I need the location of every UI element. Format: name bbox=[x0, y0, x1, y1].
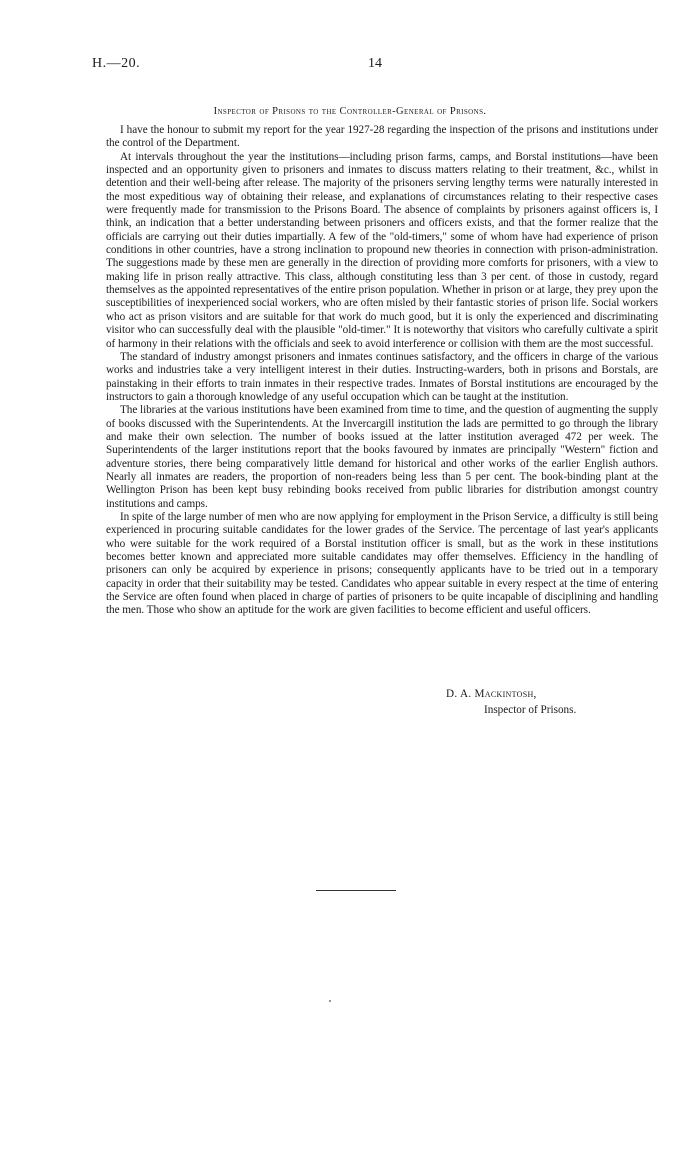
paragraph-staffing: In spite of the large number of men who are now applying for employment in the Prison Service, a difficulty is still being experienced in procuring suitable candidates for the lower grades of the Service. The percentage of last year's applicants who were suitable for the work required of a Borstal institution officer is small, but as the work in these institutions becomes better known and appreciated more suitable candidates may offer themselves. Efficiency in the handling of prisoners can only be acquired by experience in prisons; consequently applicants have to be tried out in a temporary capacity in order that their suitability may be tested. Candidates who appear suitable in every respect at the time of entering the Service are often found when placed in charge of parties of prisoners to be quite incapable of disciplining and handling the men. Those who show an aptitude for the work are given facilities to become efficient and useful officers. bbox=[106, 510, 658, 617]
end-rule-divider bbox=[316, 890, 396, 891]
paragraph-introduction: I have the honour to submit my report for the year 1927-28 regarding the inspection of the prisons and institutions under the control of the Department. bbox=[106, 124, 658, 150]
paragraph-industry: The standard of industry amongst prisoners and inmates continues satisfactory, and the officers in charge of the various works and industries take a very intelligent interest in their duties. Instructing-warders, both in prisons and Borstals, are painstaking in their efforts to train inmates in their respective trades. Inmates of Borstal institutions are encouraged by the instructors to gain a thorough knowledge of any useful occupation which can be taught at the institution. bbox=[106, 350, 658, 403]
print-speck bbox=[329, 1000, 331, 1002]
signatory-name: D. A. Mackintosh, bbox=[446, 688, 537, 700]
signature-block bbox=[446, 686, 666, 718]
signatory-title: Inspector of Prisons. bbox=[484, 704, 577, 716]
paragraph-libraries: The libraries at the various institutions have been examined from time to time, and the question of augmenting the supply of books discussed with the Superintendents. At the Invercargill institution the lads are permitted to go through the library and make their own selection. The number of books issued at the latter institution averaged 472 per week. The Superintendents of the larger institutions report that the books favoured by inmates are principally "Western" fiction and adventure stories, there being comparatively little demand for historical and other works of the earlier English authors. Nearly all inmates are readers, the proportion of non-readers being less than 5 per cent. The book-binding plant at the Wellington Prison has been kept busy rebinding books received from public libraries for distribution amongst country institutions and camps. bbox=[106, 404, 658, 510]
page-number: 14 bbox=[368, 56, 382, 71]
page-header bbox=[92, 56, 512, 76]
report-heading: Inspector of Prisons to the Controller-General of Prisons. bbox=[213, 106, 487, 117]
paragraph-inspections: At intervals throughout the year the institutions—including prison farms, camps, and Borstal institutions—have been inspected and an opportunity given to prisoners and inmates to discuss matters relating to their treatment, &c., whilst in detention and their well-being after release. The majority of the prisoners serving lengthy terms were naturally interested in the most expeditious way of obtaining their release, and explanations of circumstances relating to their respective cases were frequently made for transmission to the Prisons Board. The absence of complaints by prisoners against officers is, I think, an indication that a better understanding between prisoners and officers exists, and that the former realize that the officials are carrying out their duties impartially. A few of the "old-timers," some of whom have had experience of prison conditions in other countries, have a strong inclination to propound new theories in connection with prison-administration. The suggestions made by these men are generally in the direction of providing more comforts for prisoners, with a view to making life in prison really attractive. This class, although constituting less than 3 per cent. of those in custody, regard themselves as the appointed representatives of the entire prison population. Whether in prison or at large, they prey upon the susceptibilities of inexperienced social workers, who are often misled by their fantastic stories of prison life. Social workers who act as prison visitors and are suitable for that work do much good, but it is only the experienced and discriminating visitor who can successfully deal with the plausible "old-timer." It is noteworthy that visitors who carefully cultivate a spirit of harmony in their relations with the officials and seek to avoid interference or collision with them are the most successful. bbox=[106, 150, 658, 350]
document-reference: H.—20. bbox=[92, 56, 141, 71]
report-body bbox=[106, 124, 658, 618]
